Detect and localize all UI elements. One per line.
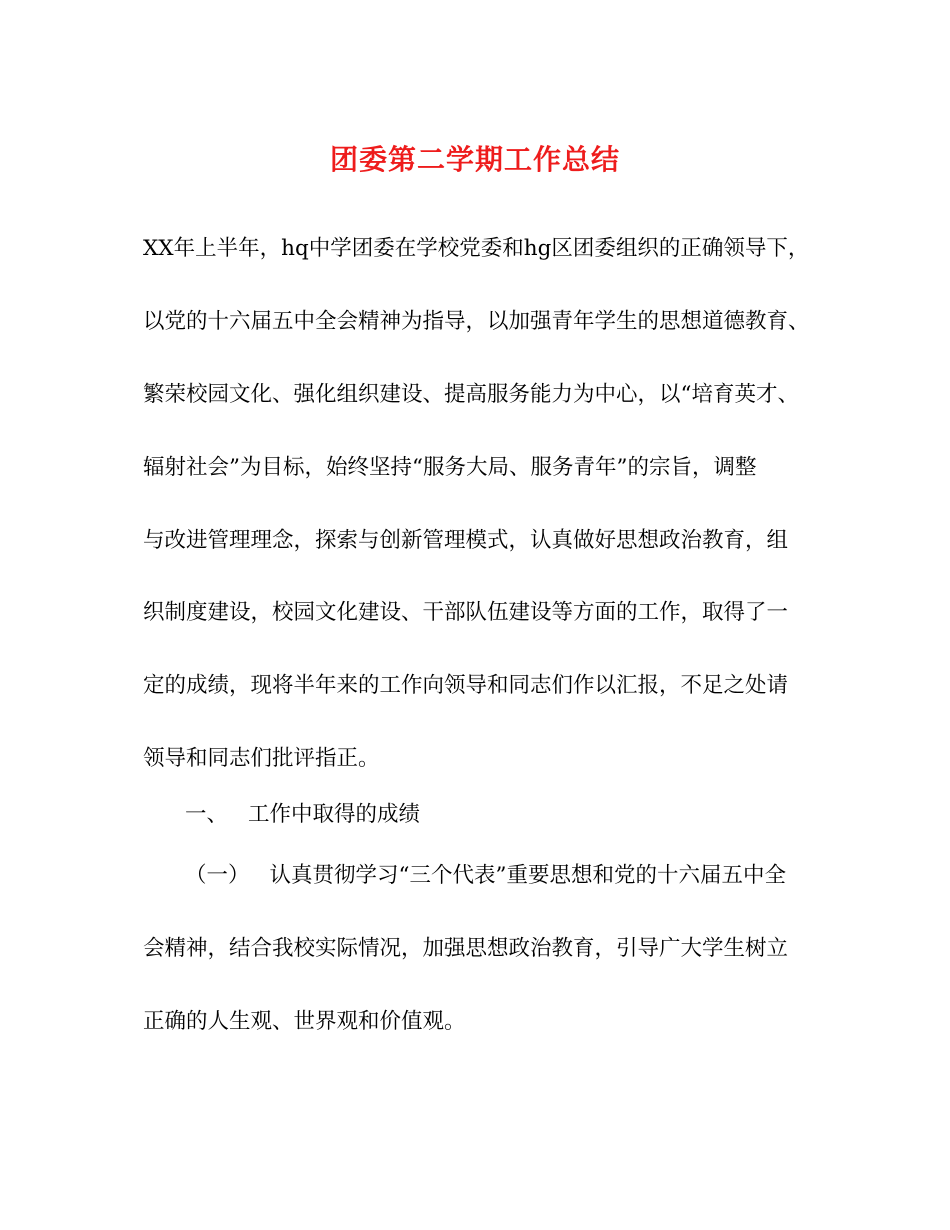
- subsection-line-2: 会精神，结合我校实际情况，加强思想政治教育，引导广大学生树立: [143, 936, 789, 961]
- paragraph-line-6: 织制度建设，校园文化建设、干部队伍建设等方面的工作，取得了一: [143, 600, 789, 625]
- subsection-heading-1: [185, 861, 786, 891]
- paragraph-line-4: 辐射社会”为目标，始终坚持“服务大局、服务青年”的宗旨，调整: [143, 455, 757, 480]
- paragraph-line-2: 以党的十六届五中全会精神为指导，以加强青年学生的思想道德教育、: [143, 309, 810, 334]
- section-number: 一、: [185, 802, 229, 827]
- document-title: 团委第二学期工作总结: [329, 143, 620, 176]
- subsection-line-3: 正确的人生观、世界观和价值观。: [143, 1009, 466, 1034]
- paragraph-line-5: 与改进管理理念，探索与创新管理模式，认真做好思想政治教育，组: [143, 528, 789, 553]
- paragraph-line-7: 定的成绩，现将半年来的工作向领导和同志们作以汇报，不足之处请: [143, 673, 789, 698]
- paragraph-line-8: 领导和同志们批评指正。: [143, 746, 380, 771]
- section-heading-text: 工作中取得的成绩: [248, 802, 421, 827]
- paragraph-line-3: 繁荣校园文化、强化组织建设、提高服务能力为中心，以“培育英才、: [143, 382, 799, 407]
- subsection-number: （一）: [185, 863, 250, 888]
- subsection-first-line: 认真贯彻学习“三个代表”重要思想和党的十六届五中全: [269, 863, 787, 888]
- section-heading-1: [185, 800, 420, 830]
- paragraph-line-1: XX年上半年，hq中学团委在学校党委和hg区团委组织的正确领导下，: [143, 236, 810, 261]
